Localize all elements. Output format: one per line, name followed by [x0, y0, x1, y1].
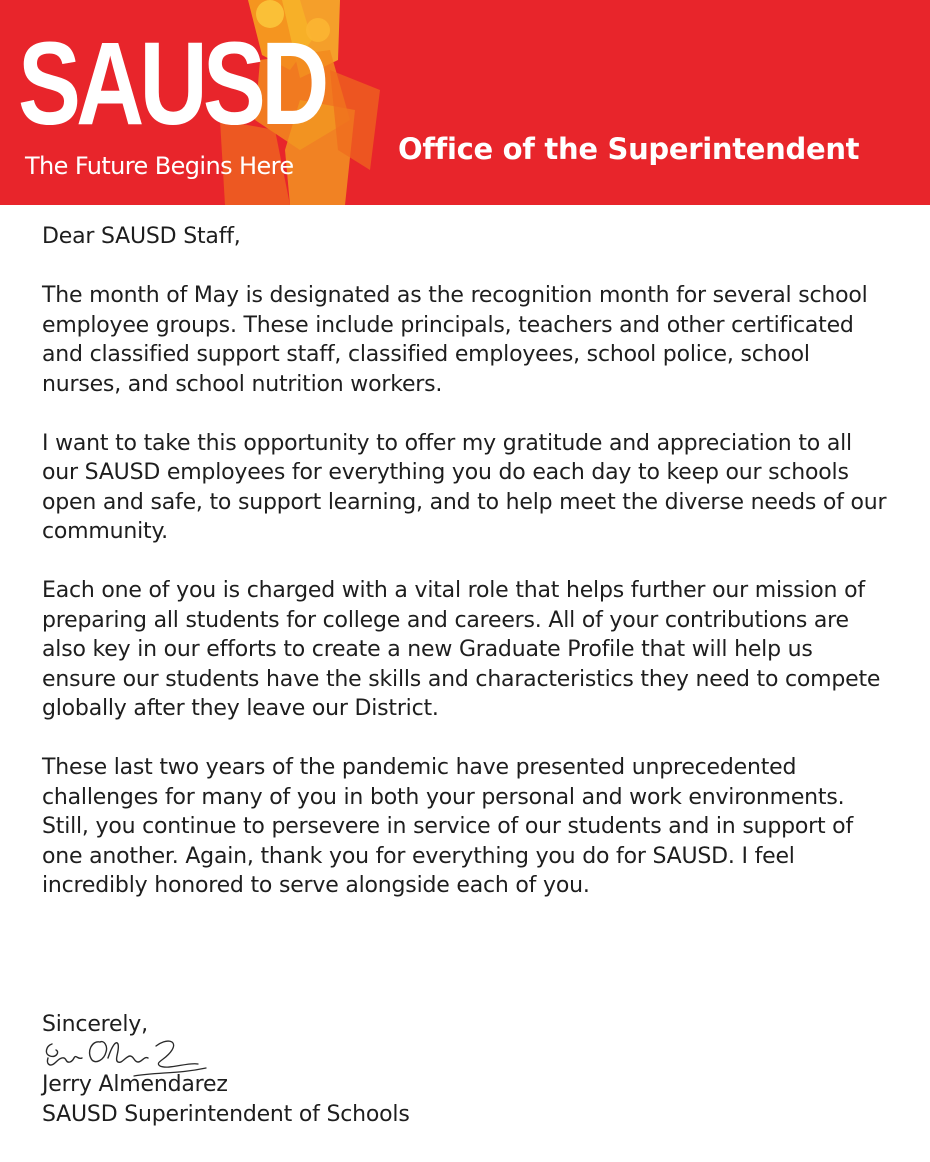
paragraph-recognition-month: The month of May is designated as the recognition month for several school employee groups. These include principals, teachers and other certificated and classified support staff, classified employees, school police, school nurses, and school nutrition workers.	[42, 283, 868, 397]
paragraph-gratitude: I want to take this opportunity to offer my gratitude and appreciation to all our SAUSD employees for everything you do each day to keep our schools open and safe, to support learning, and to help meet the diverse needs of our community.	[42, 430, 887, 544]
salutation: Dear SAUSD Staff,	[42, 224, 241, 249]
sausd-logo: SAUSD	[18, 18, 325, 150]
handwritten-signature	[38, 1032, 208, 1084]
logo-tagline: The Future Begins Here	[25, 152, 294, 180]
office-title: Office of the Superintendent	[398, 132, 860, 166]
paragraph-pandemic: These last two years of the pandemic have presented unprecedented challenges for many of you in both your personal and work environments. Still, you continue to persevere in service of our students and in support of one another. Again, thank you for everything you do for SAUSD. I feel incredibly honored to serve alongside each of you.	[42, 755, 853, 898]
signer-title: SAUSD Superintendent of Schools	[42, 1102, 410, 1127]
closing-phrase: Sincerely,	[42, 1012, 148, 1037]
letterhead-banner	[0, 0, 930, 205]
letter-body	[42, 222, 892, 930]
paragraph-vital-role: Each one of you is charged with a vital role that helps further our mission of preparing all students for college and careers. All of your contributions are also key in our efforts to create a new Graduate Profile that will help us ensure our students have the skills and characteristics they need to compete globally after they leave our District.	[42, 578, 881, 721]
signer-name: Jerry Almendarez	[42, 1072, 228, 1097]
